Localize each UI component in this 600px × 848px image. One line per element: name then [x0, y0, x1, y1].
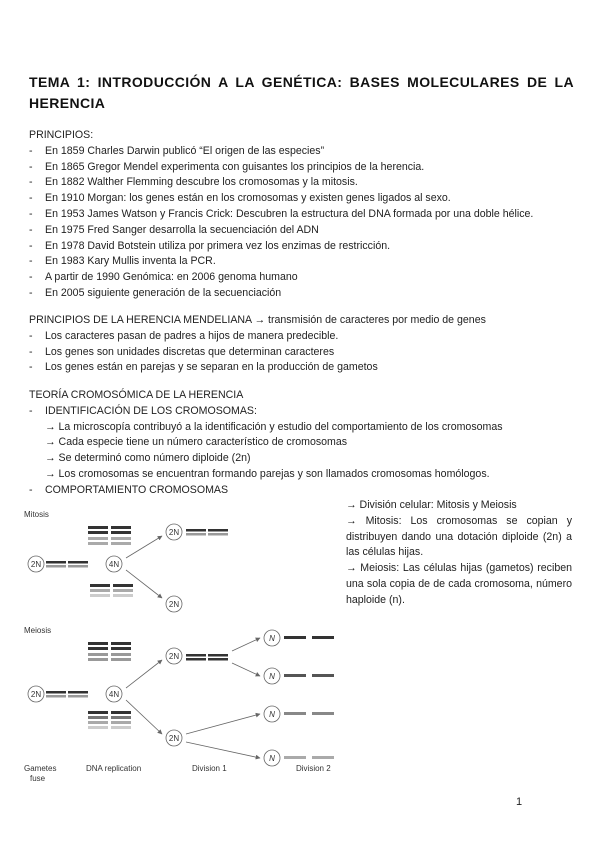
principios-heading: PRINCIPIOS: — [29, 129, 94, 141]
daughter-chromosomes — [90, 584, 133, 597]
gamete-chromosome — [284, 712, 334, 715]
side-note-meiosis: → Meiosis: Las células hijas (gametos) reciben una sola copia de de cada cromosoma, número haploide (n). — [346, 562, 572, 606]
axis-division2-label: Division 2 — [296, 764, 331, 773]
list-item: → Los cromosomas se encuentran formando parejas y son llamados cromosomas homólogos. — [45, 467, 490, 480]
identificacion-points — [29, 420, 589, 483]
mendel-heading: PRINCIPIOS DE LA HERENCIA MENDELIANA → transmisión de caracteres por medio de genes — [29, 314, 486, 326]
gamete-chromosome — [284, 756, 334, 759]
label-2n: 2N — [168, 734, 180, 743]
list-item: - En 1910 Morgan: los genes están en los cromosomas y existen genes ligados al sexo. — [29, 191, 589, 207]
division1-chromosomes — [88, 711, 131, 729]
principios-list — [29, 144, 589, 302]
list-item: → La microscopía contribuyó a la identificación y estudio del comportamiento de los cromosomas — [45, 420, 503, 433]
label-n: N — [269, 634, 275, 643]
list-item: - En 1882 Walther Flemming descubre los cromosomas y la mitosis. — [29, 175, 589, 191]
gamete-chromosome — [284, 674, 334, 677]
list-item: - En 2005 siguiente generación de la secuenciación — [29, 286, 589, 302]
daughter-chromosomes — [186, 529, 228, 536]
label-2n: 2N — [30, 560, 42, 569]
axis-fuse-label: fuse — [30, 774, 46, 783]
list-item: - A partir de 1990 Genómica: en 2006 genoma humano — [29, 270, 589, 286]
label-2n: 2N — [168, 528, 180, 537]
side-note-mitosis: → Mitosis: Los cromosomas se copian y distribuyen dando una dotación diploide (2n) a las células hijas. — [346, 514, 572, 559]
list-item: - En 1975 Fred Sanger desarrolla la secuenciación del ADN — [29, 223, 589, 239]
axis-gametes-label: Gametes — [24, 764, 57, 773]
page-number: 1 — [516, 796, 523, 808]
list-item: - Los genes están en parejas y se separan en la producción de gametos — [29, 360, 589, 376]
chromosome-pair — [46, 691, 88, 698]
side-notes — [346, 498, 572, 609]
teoria-list — [29, 404, 589, 420]
list-item: - En 1865 Gregor Mendel experimenta con guisantes los principios de la herencia. — [29, 160, 589, 176]
list-item: - COMPORTAMIENTO CROMOSOMAS — [29, 483, 589, 499]
division1-chromosomes — [186, 654, 228, 661]
list-item: - En 1983 Kary Mullis inventa la PCR. — [29, 254, 589, 270]
list-item: - En 1859 Charles Darwin publicó “El origen de las especies” — [29, 144, 589, 160]
side-note-division: → División celular: Mitosis y Meiosis — [346, 499, 517, 511]
mendel-list — [29, 329, 589, 376]
gamete-chromosome — [284, 636, 334, 639]
meiosis-row — [28, 630, 334, 766]
label-2n: 2N — [168, 600, 180, 609]
replicated-chromosomes — [88, 526, 131, 545]
label-4n: 4N — [108, 560, 120, 569]
replicated-chromosomes — [88, 642, 131, 661]
list-item: - Los caracteres pasan de padres a hijos de manera predecible. — [29, 329, 589, 345]
axis-division1-label: Division 1 — [192, 764, 227, 773]
list-item: - IDENTIFICACIÓN DE LOS CROMOSOMAS: — [29, 404, 589, 420]
mitosis-meiosis-diagram — [22, 508, 340, 790]
mendel-section — [29, 313, 589, 376]
mitosis-label: Mitosis — [24, 510, 49, 519]
principios-section — [29, 128, 589, 302]
comportamiento-list — [29, 483, 589, 499]
list-item: - Los genes son unidades discretas que determinan caracteres — [29, 345, 589, 361]
axis-dna-replication-label: DNA replication — [86, 764, 142, 773]
mitosis-row — [28, 524, 228, 612]
label-2n: 2N — [30, 690, 42, 699]
teoria-section — [29, 388, 589, 499]
list-item: - En 1978 David Botstein utiliza por primera vez los enzimas de restricción. — [29, 239, 589, 255]
meiosis-label: Meiosis — [24, 626, 52, 635]
label-2n: 2N — [168, 652, 180, 661]
page-title: TEMA 1: INTRODUCCIÓN A LA GENÉTICA: BASES MOLECULARES DE LA HERENCIA — [29, 74, 574, 111]
list-item: → Se determinó como número diploide (2n) — [45, 452, 251, 465]
label-4n: 4N — [108, 690, 120, 699]
chromosome-pair — [46, 561, 88, 568]
label-n: N — [269, 754, 275, 763]
teoria-heading: TEORÍA CROMOSÓMICA DE LA HERENCIA — [29, 389, 244, 401]
label-n: N — [269, 710, 275, 719]
list-item: - En 1953 James Watson y Francis Crick: Descubren la estructura del DNA formada por una doble hélice. — [29, 207, 589, 223]
label-n: N — [269, 672, 275, 681]
list-item: → Cada especie tiene un número característico de cromosomas — [45, 436, 348, 449]
